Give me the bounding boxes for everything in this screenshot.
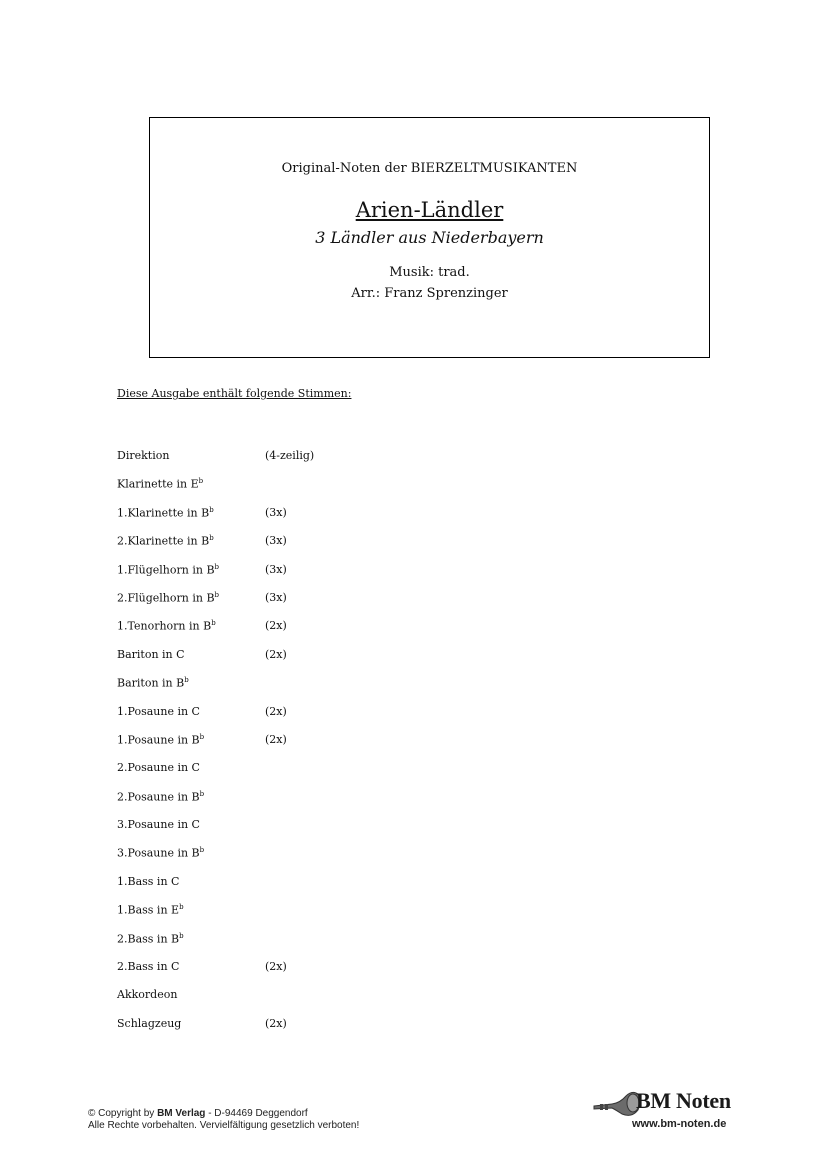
flat-mark: b [199,732,205,741]
part-name-text: 1.Posaune in B [117,733,200,747]
part-row [117,818,517,846]
part-name-text: 1.Posaune in C [117,704,200,718]
flat-mark: b [179,931,184,940]
part-name-text: 3.Posaune in C [117,818,200,832]
part-row [117,676,517,704]
part-name [117,619,216,633]
piece-title: Arien-Ländler [355,198,504,222]
horn-icon [592,1090,642,1120]
part-count: (2x) [265,704,287,718]
part-row [117,761,517,789]
part-name [117,988,177,1001]
part-name-text: Bariton in C [117,647,185,661]
part-name-text: Bariton in B [117,676,185,690]
part-name [117,563,219,577]
part-row [117,932,517,960]
part-name-text: 2.Klarinette in B [117,534,210,548]
part-name [117,875,179,888]
part-name [117,676,189,690]
part-row [117,449,517,477]
part-name [117,1017,181,1030]
part-name [117,761,200,774]
part-name [117,903,184,917]
flat-mark: b [211,619,216,628]
part-name-text: 3.Posaune in B [117,847,200,861]
part-count: (2x) [265,619,287,633]
part-name-text: 2.Posaune in C [117,761,200,775]
copyright-notice [88,1108,359,1132]
part-name [117,705,200,718]
part-row [117,506,517,534]
part-name-text: 1.Klarinette in B [117,506,210,520]
part-row [117,534,517,562]
part-count: (3x) [265,562,287,576]
part-row [117,591,517,619]
part-name [117,477,203,491]
part-row [117,903,517,931]
part-count: (3x) [265,590,287,604]
flat-mark: b [184,676,189,685]
rights-line: Alle Rechte vorbehalten. Vervielfältigung gesetzlich verboten! [88,1120,360,1131]
part-name [117,733,204,747]
logo-url: www.bm-noten.de [632,1118,727,1130]
part-name-text: 1.Flügelhorn in B [117,563,215,577]
part-row [117,477,517,505]
flat-mark: b [214,590,220,599]
part-name [117,648,185,661]
part-row [117,1017,517,1045]
part-name [117,790,204,804]
bm-noten-logo [592,1088,742,1134]
part-count: (2x) [265,960,287,974]
parts-list [117,449,517,1045]
part-name [117,449,169,462]
flat-mark: b [209,534,214,543]
part-row [117,875,517,903]
part-name [117,591,219,605]
title-box [149,117,710,358]
part-name-text: 1.Bass in E [117,903,180,917]
part-name-text: 1.Tenorhorn in B [117,620,212,633]
part-name-text: 2.Bass in C [117,960,180,974]
part-name [117,846,204,860]
part-name-text: 2.Flügelhorn in B [117,591,215,605]
part-name [117,534,214,548]
part-count: (4-zeilig) [265,449,315,462]
flat-mark: b [198,477,204,486]
part-count: (3x) [265,505,287,519]
arranger-line: Arr.: Franz Sprenzinger [351,286,508,301]
logo-text: BM Noten [636,1088,731,1113]
part-count: (2x) [265,732,287,746]
part-row [117,705,517,733]
part-name-text: 1.Bass in C [117,874,180,888]
part-row [117,648,517,676]
part-name [117,818,200,831]
flat-mark: b [179,903,184,912]
composer-line: Musik: trad. [389,265,470,280]
flat-mark: b [199,846,205,855]
flat-mark: b [209,505,214,514]
copyright-suffix: - D-94469 Deggendorf [205,1108,308,1119]
copyright-prefix: © Copyright by [88,1108,158,1119]
part-row [117,619,517,647]
part-row [117,733,517,761]
part-name [117,960,179,973]
part-name-text: Direktion [117,449,170,462]
part-name-text: Klarinette in E [117,478,199,492]
part-name-text: 2.Bass in B [117,932,180,946]
part-name-text: Akkordeon [117,988,178,1002]
part-name [117,932,184,946]
part-count: (3x) [265,534,287,548]
part-count: (2x) [265,647,287,661]
part-count: (2x) [265,1016,287,1030]
part-row [117,988,517,1016]
part-row [117,563,517,591]
part-name-text: 2.Posaune in B [117,790,200,804]
piece-subtitle: 3 Ländler aus Niederbayern [315,228,544,247]
part-row [117,846,517,874]
flat-mark: b [199,789,205,798]
copyright-brand: BM Verlag [157,1108,206,1119]
part-name-text: Schlagzeug [117,1016,182,1030]
flat-mark: b [214,562,220,571]
part-name [117,506,214,520]
part-row [117,960,517,988]
parts-intro: Diese Ausgabe enthält folgende Stimmen: [117,387,352,400]
publisher-line: Original-Noten der BIERZELTMUSIKANTEN [281,161,578,176]
part-row [117,790,517,818]
